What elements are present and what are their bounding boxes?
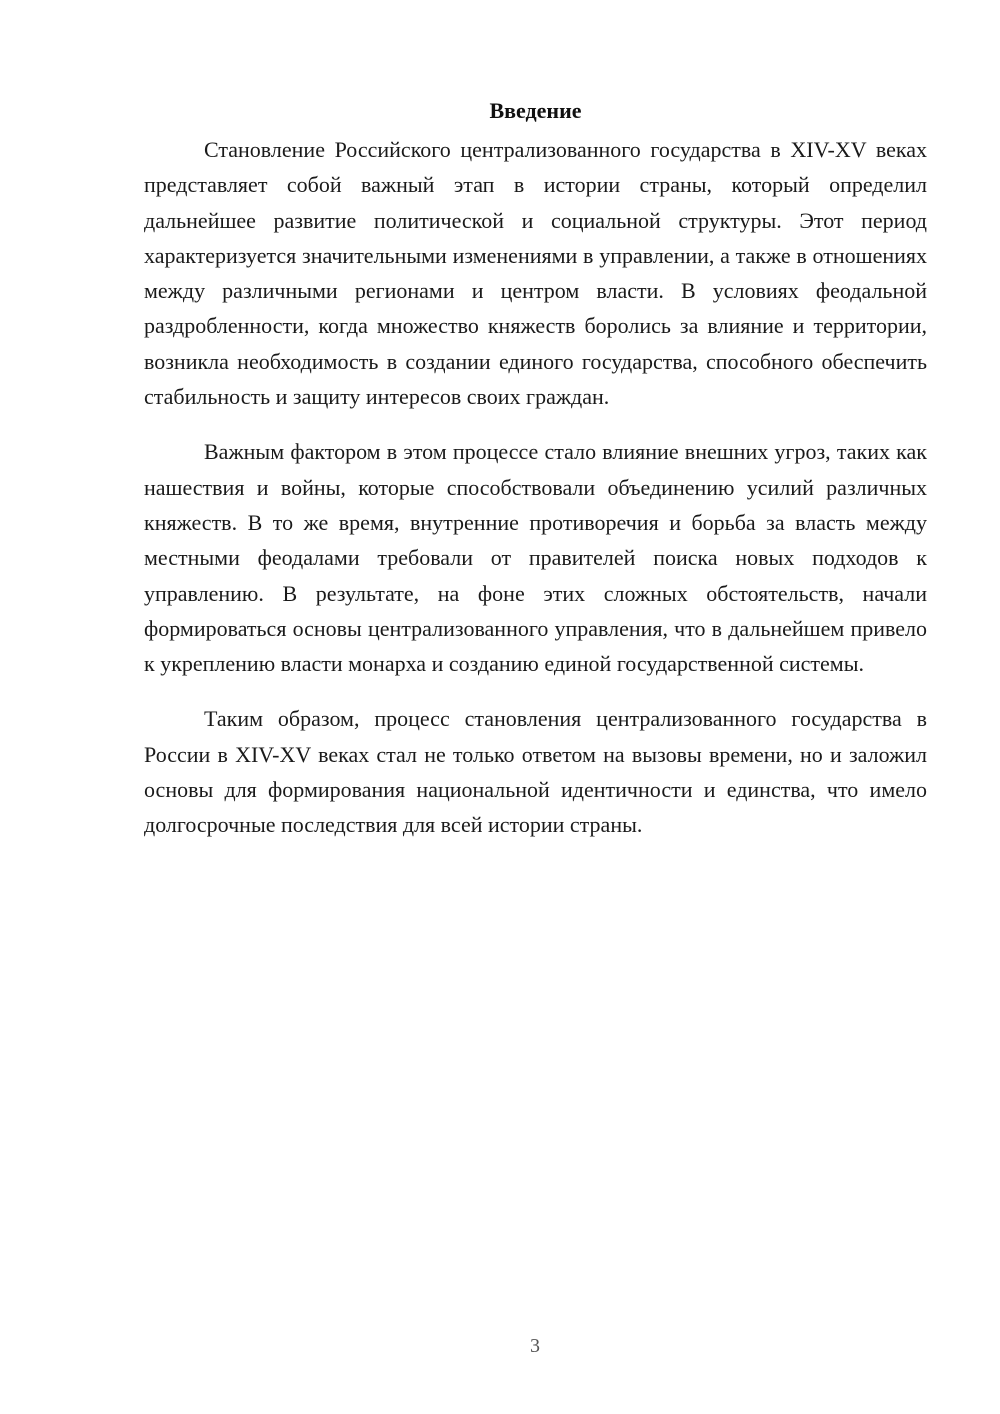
page-content [144,96,927,863]
paragraph-2: Важным фактором в этом процессе стало влияние внешних угроз, таких как нашествия и войны, которые способствовали объединению усилий различных княжеств. В то же время, внутренние противоречия и борьба за власть между местными феодалами требовали от правителей поиска новых подходов к управлению. В результате, на фоне этих сложных обстоятельств, начали формироваться основы централизованного управления, что в дальнейшем привело к укреплению власти монарха и созданию единой государственной системы. [144,439,927,677]
paragraph-1: Становление Российского централизованного государства в XIV-XV веках представляет собой важный этап в истории страны, который определил дальнейшее развитие политической и социальной структуры. Этот период характеризуется значительными изменениями в управлении, а также в отношениях между различными регионами и центром власти. В условиях феодальной раздробленности, когда множество княжеств боролись за влияние и территории, возникла необходимость в создании единого государства, способного обеспечить стабильность и защиту интересов своих граждан. [144,137,927,410]
paragraph-3: Таким образом, процесс становления централизованного государства в России в XIV-XV веках стал не только ответом на вызовы времени, но и заложил основы для формирования национальной идентичности и единства, что имело долгосрочные последствия для всей истории страны. [144,706,927,838]
section-heading: Введение [489,98,582,123]
page-number: 3 [530,1335,540,1357]
